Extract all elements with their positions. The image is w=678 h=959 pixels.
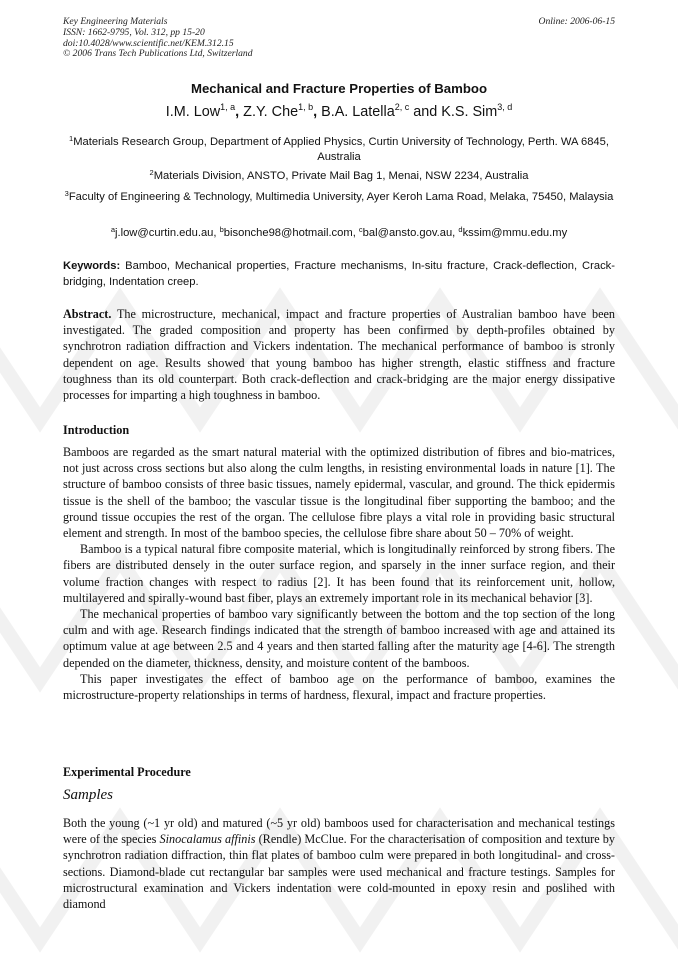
email-link[interactable]: bisonche98@hotmail.com, (223, 227, 359, 239)
author-sup: 3, d (497, 102, 513, 112)
affiliation-text: Materials Division, ANSTO, Private Mail Bag 1, Menai, NSW 2234, Australia (153, 170, 529, 182)
affiliation-sup: 2 (149, 168, 154, 177)
author-sep: and (409, 104, 442, 120)
author-sup: 2, c (394, 102, 410, 112)
email-sup: c (358, 225, 363, 234)
keywords (63, 258, 615, 290)
samples-body (63, 815, 615, 912)
journal-copyright: © 2006 Trans Tech Publications Ltd, Switzerland (63, 48, 253, 60)
experimental-heading: Experimental Procedure (63, 765, 191, 779)
affiliation-3 (63, 186, 615, 205)
affiliation-sup: 1 (69, 134, 74, 143)
keywords-label: Keywords: (63, 260, 121, 272)
paragraph: This paper investigates the effect of bamboo age on the performance of bamboo, examines the microstructure-property relationships in terms of hardness, flexural, impact and fracture properties. (63, 671, 615, 703)
author-name: B.A. Latella (321, 104, 395, 120)
author-sup: 1, a (220, 102, 236, 112)
email-link[interactable]: kssim@mmu.edu.my (462, 227, 568, 239)
email-list (63, 222, 615, 241)
paper-title: Mechanical and Fracture Properties of Bamboo (190, 81, 488, 96)
email-sup: d (458, 225, 463, 234)
author-list (0, 102, 678, 120)
email-link[interactable]: bal@ansto.gov.au, (362, 227, 459, 239)
introduction-heading: Introduction (63, 423, 130, 437)
email-sup: a (110, 225, 115, 234)
paragraph (63, 815, 615, 912)
author-name: Z.Y. Che (243, 104, 299, 120)
journal-name: Key Engineering Materials (63, 16, 168, 27)
paragraph: Bamboo is a typical natural fibre composite material, which is longitudinally reinforced by strong fibers. The fibers are distributed densely in the outer surface region, and sparsely in the inner surface region, and their volume fraction changes with respect to radius [2]. It has been found that its reinforcement unit, hollow, multilayered and spirally-wound bast fiber, plays an extremely important role in its mechanical behavior [3]. (63, 542, 615, 605)
affiliation-sup: 3 (64, 189, 69, 198)
author-sep: , (313, 104, 322, 120)
keywords-text: Bamboo, Mechanical properties, Fracture mechanisms, In-situ fracture, Crack-deflection, Crack-bridging, Indentation creep. (63, 260, 615, 288)
affiliation-text: Materials Research Group, Department of Applied Physics, Curtin University of Technology, Perth. WA 6845, Australia (73, 136, 609, 163)
journal-header (63, 17, 253, 60)
author-sup: 1, b (298, 102, 314, 112)
email-sup: b (219, 225, 224, 234)
journal-doi: doi:10.4028/www.scientific.net/KEM.312.15 (63, 37, 234, 49)
species-name: Sinocalamus affinis (159, 832, 256, 847)
text-run: (Rendle) McClue. For the characterisation of composition and texture by synchrotron radiation diffraction, thin flat plates of bamboo culm were prepared in both longitudinal- and cross-sections. Diamond-blade cut rectangular bar samples were used mechanical and fracture testings. Samples for microstructural examination and Vickers indentation were cold-mounted in epoxy resin and poslihed with diamond (63, 832, 615, 912)
author-name: K.S. Sim (441, 104, 498, 120)
abstract (63, 306, 615, 403)
introduction-body (63, 444, 615, 703)
author-name: I.M. Low (165, 104, 221, 120)
author-sep: , (235, 104, 244, 120)
affiliation-text: Faculty of Engineering & Technology, Multimedia University, Ayer Keroh Lama Road, Melaka, 75450, Malaysia (68, 191, 614, 203)
abstract-label: Abstract. (63, 307, 112, 321)
journal-issn: ISSN: 1662-9795, Vol. 312, pp 15-20 (63, 26, 205, 38)
affiliation-1 (63, 131, 615, 165)
samples-subheading: Samples (63, 787, 113, 803)
paragraph: Bamboos are regarded as the smart natural material with the optimized distribution of fibres and bio-matrices, not just across cross sections but also along the culm lengths, in resisting environmental loads in nature [1]. The structure of bamboo consists of three basic tissues, namely epidermal, vascular, and ground. The thick epidermis tissue is the shell of the bamboo; the vascular tissue is the longitudinal fiber supporting the bamboo; and the ground tissue occupies the rest of the organ. The cellulose fibre plays a vital role in providing basic structural element and strength. In most of the bamboo species, the cellulose fibre share about 50 – 70% of weight. (63, 445, 615, 541)
text-run: Both the young (~1 yr old) and matured (~5 yr old) bamboos used for characterisation and mechanical testings were of the species (63, 816, 615, 847)
online-date: Online: 2006-06-15 (538, 16, 615, 27)
abstract-text: The microstructure, mechanical, impact and fracture properties of Australian bamboo have been investigated. The graded composition and property has been confirmed by depth-profiles obtained by synchrotron radiation diffraction and Vickers indentation. The mechanical performance of bamboo is stronly dependent on age. Results showed that young bamboo has higher strength, elastic stiffness and fracture toughness than its old counterpart. Both crack-deflection and crack-bridging are the major energy dissipative processes for imparting a high toughness in bamboo. (63, 307, 615, 403)
paragraph: The mechanical properties of bamboo vary significantly between the bottom and the top section of the long culm and with age. Research findings indicated that the strength of bamboo increased with age and attained its optimum value at age between 2.5 and 4 years and then started falling after the maturity age [4-6]. The strength depended on the diameter, thickness, density, and moisture content of the bamboos. (63, 607, 615, 670)
email-link[interactable]: j.low@curtin.edu.au, (114, 227, 220, 239)
affiliation-2 (63, 165, 615, 184)
